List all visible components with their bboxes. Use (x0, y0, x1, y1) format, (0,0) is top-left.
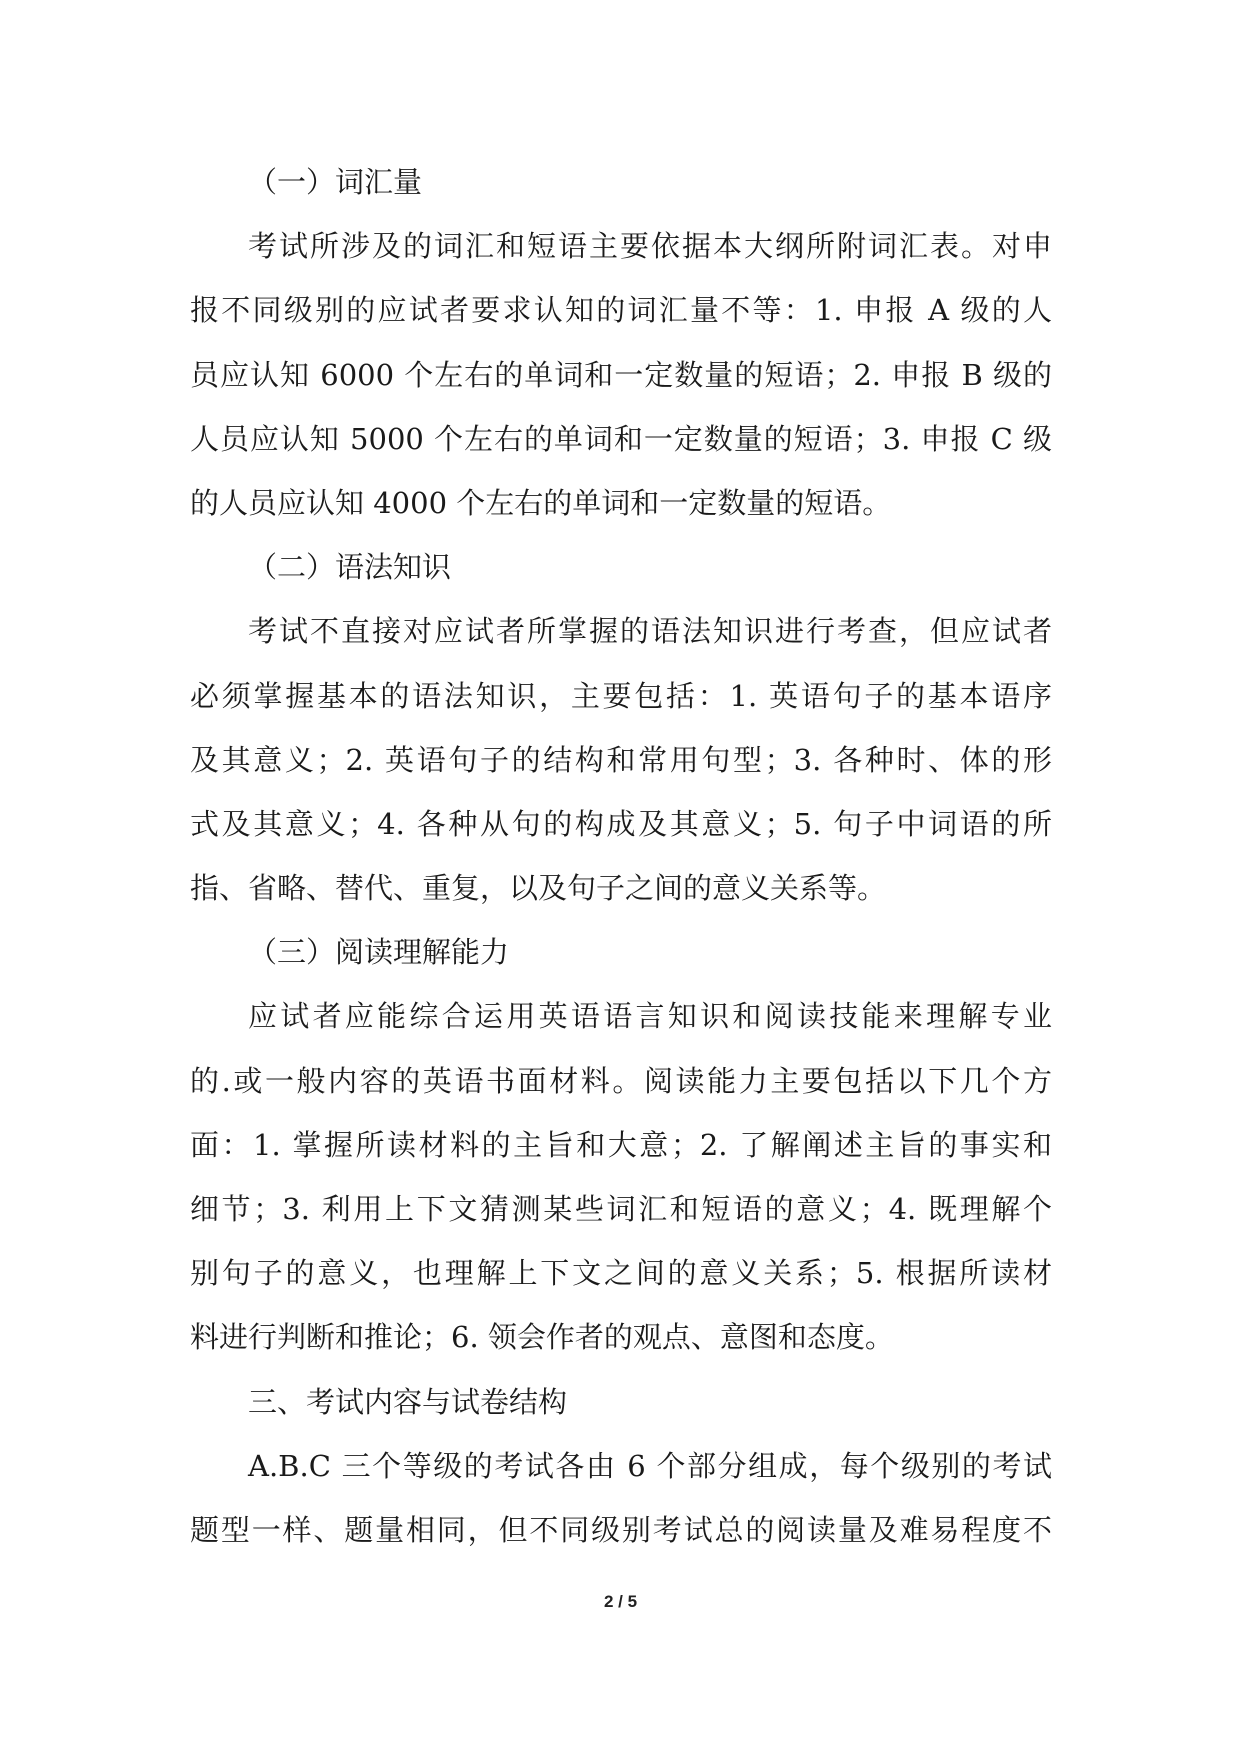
paragraph-line: 人员应认知 5000 个左右的单词和一定数量的短语；3. 申报 C 级 (190, 421, 1052, 456)
paragraph-line: 式及其意义；4. 各种从句的构成及其意义；5. 句子中词语的所 (190, 806, 1052, 841)
paragraph-line: 应试者应能综合运用英语语言知识和阅读技能来理解专业 (248, 999, 1052, 1034)
paragraph-line: A.B.C 三个等级的考试各由 6 个部分组成，每个级别的考试 (248, 1448, 1052, 1483)
page-number: 2 / 5 (603, 1592, 638, 1611)
paragraph-line: 的.或一般内容的英语书面材料。阅读能力主要包括以下几个方 (190, 1063, 1052, 1098)
paragraph-line: 面：1. 掌握所读材料的主旨和大意；2. 了解阐述主旨的事实和 (190, 1127, 1052, 1162)
paragraph-line: 及其意义；2. 英语句子的结构和常用句型；3. 各种时、体的形 (190, 742, 1052, 777)
paragraph-line: 报不同级别的应试者要求认知的词汇量不等：1. 申报 A 级的人 (190, 293, 1052, 328)
paragraph-line: 员应认知 6000 个左右的单词和一定数量的短语；2. 申报 B 级的 (190, 357, 1052, 392)
paragraph-line: 料进行判断和推论；6. 领会作者的观点、意图和态度。 (190, 1320, 894, 1355)
paragraph-line: 指、省略、替代、重复，以及句子之间的意义关系等。 (190, 871, 887, 906)
section-heading-reading: （三）阅读理解能力 (248, 935, 510, 970)
document-body (190, 150, 1052, 1562)
paragraph-line: 细节；3. 利用上下文猜测某些词汇和短语的意义；4. 既理解个 (190, 1192, 1052, 1226)
section-heading-grammar: （二）语法知识 (248, 550, 452, 585)
section-heading-exam-content: 三、考试内容与试卷结构 (248, 1384, 568, 1419)
paragraph-line: 必须掌握基本的语法知识，主要包括：1. 英语句子的基本语序 (190, 678, 1052, 713)
paragraph-line: 的人员应认知 4000 个左右的单词和一定数量的短语。 (190, 485, 892, 520)
paragraph-line: 别句子的意义，也理解上下文之间的意义关系；5. 根据所读材 (190, 1256, 1052, 1291)
paragraph-line: 题型一样、题量相同，但不同级别考试总的阅读量及难易程度不 (190, 1512, 1052, 1547)
paragraph-line: 考试不直接对应试者所掌握的语法知识进行考查，但应试者 (248, 614, 1052, 649)
section-heading-vocabulary: （一）词汇量 (248, 165, 423, 199)
paragraph-line: 考试所涉及的词汇和短语主要依据本大纲所附词汇表。对申 (248, 229, 1052, 264)
